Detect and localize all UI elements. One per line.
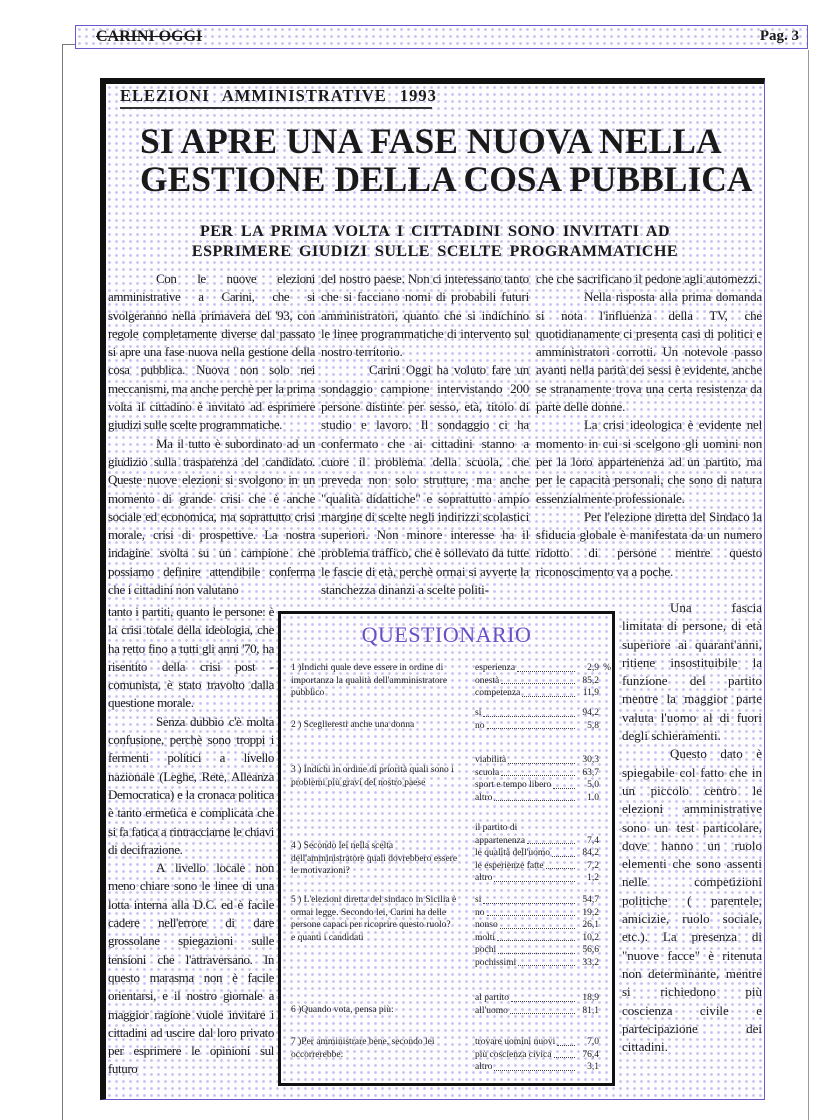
question-sublabel: e quanti i candidati bbox=[291, 932, 364, 943]
answer-label: altro bbox=[475, 1062, 493, 1072]
answer-row bbox=[475, 779, 611, 792]
answer-label: onestà bbox=[475, 675, 500, 686]
paragraph: tanto i partiti, quanto le persone: è la crisi totale della ideologia, che ha retto fino a tutti gli anni '70, ha risentito della crisi post - comunista, è stato travolto dalla questione morale. bbox=[108, 604, 274, 711]
percent-sign: % bbox=[603, 663, 611, 673]
question-text bbox=[291, 894, 461, 944]
page-frame-line bbox=[62, 44, 76, 45]
answer-row bbox=[475, 1061, 611, 1074]
answer-percentage: 26,1 bbox=[582, 920, 599, 930]
dotted-leader bbox=[494, 1070, 575, 1071]
answer-list bbox=[475, 754, 611, 804]
dotted-leader bbox=[517, 671, 575, 672]
answer-percentage: 81,1 bbox=[582, 1005, 599, 1016]
answer-row bbox=[475, 767, 611, 780]
question-text bbox=[291, 840, 461, 878]
paragraph: del nostro paese. Non ci interessano tanto che si facciano nomi di probabili futuri amministratori, quanto che si indichino le linee programmatiche di intervento sul nostro territorio. bbox=[321, 271, 529, 360]
answer-percentage: 5,8 bbox=[587, 720, 599, 731]
page-number: Pag. 3 bbox=[759, 28, 799, 44]
answer-label: scuola bbox=[475, 767, 500, 778]
questionnaire-box bbox=[278, 611, 615, 1086]
paragraph: Carini Oggi ha voluto fare un sondaggio campione intervistando 200 persone distinte per sesso, età, titolo di studio e lavoro. Il sondaggio ci ha confermato che ai cittadini stanno a cuore il problema della scuola, che preveda non solo strutture, ma anche "qualità didattiche" e soprattutto ampio margine di scelte negli indirizzi scolastici superiori. Non minore interesse ha il problema traffico, che è sollevato da tutte le fascie di età, perchè ormai si avverte la stanchezza dinanzi a scelte politi- bbox=[321, 362, 529, 598]
dotted-leader bbox=[498, 953, 575, 954]
answer-row bbox=[475, 707, 611, 720]
dotted-leader bbox=[522, 696, 575, 697]
question-label: 7 )Per amministrare bene, secondo lei occorrerebbe: bbox=[291, 1037, 435, 1060]
answer-percentage: 1,2 bbox=[587, 873, 599, 883]
answer-row bbox=[475, 792, 611, 805]
question-text bbox=[291, 719, 461, 732]
answer-row bbox=[475, 720, 611, 733]
answer-label: nonso bbox=[475, 920, 498, 930]
answer-row bbox=[475, 872, 611, 885]
answer-list bbox=[475, 1036, 611, 1074]
question-label: 6 )Quando vota, pensa più: bbox=[291, 1005, 394, 1015]
answer-percentage: 63,7 bbox=[582, 767, 599, 778]
paragraph: Una fascia limitata di persone, di età superiore ai quarant'anni, ritiene insostituibile la funzione del partito mentre la maggior parte valuta l'uomo al di fuori degli schieramenti. bbox=[622, 600, 762, 744]
dotted-leader bbox=[497, 940, 575, 941]
answer-label: molti bbox=[475, 932, 496, 943]
answer-percentage: 94,2 bbox=[582, 708, 599, 718]
answer-row bbox=[475, 1049, 611, 1062]
page-header bbox=[75, 25, 808, 49]
answer-label: il partito di bbox=[475, 823, 518, 833]
question-text bbox=[291, 1004, 461, 1017]
question-label: 2 ) Sceglieresti anche una donna bbox=[291, 720, 415, 730]
answer-percentage: 18,9 bbox=[582, 993, 599, 1003]
answer-label: viabilità bbox=[475, 755, 507, 765]
page-frame-line bbox=[62, 44, 63, 1120]
dotted-leader bbox=[501, 775, 575, 776]
answer-row bbox=[475, 944, 611, 957]
paragraph: Questo dato è spiegabile col fatto che in un piccolo centro le elezioni amministrative sono un test particolare, dove hanno un ruolo elementi che sono assenti nelle competizioni politiche ( parentele, amicizie, ruolo sociale, etc.). La presenza di "nuove facce" è ritenuta non determinante, mentre si richiedono più coscienza civile e partecipazione dei cittadini. bbox=[622, 746, 762, 1055]
dotted-leader bbox=[510, 1013, 575, 1014]
paragraph: A livello locale non meno chiare sono le linee di una lotta interna alla D.C. ed è facile cadere nell'errore di dare grossolane spiegazioni sulle tensioni che l'attraversano. In questo marasma non è facile orientarsi, e il nostro giornale a maggior ragione vuole invitare i cittadini ad uscire dal loro privato per esprimere le opinioni sul futuro bbox=[108, 860, 274, 1077]
answer-label: pochi bbox=[475, 945, 497, 955]
answer-percentage: 76,4 bbox=[582, 1049, 599, 1060]
dotted-leader bbox=[494, 881, 575, 882]
subtitle-line: PER LA PRIMA VOLTA I CITTADINI SONO INVITATI AD bbox=[199, 223, 671, 240]
answer-label: le esperienze fatte bbox=[475, 860, 544, 871]
answer-label: più coscienza civica bbox=[475, 1049, 552, 1060]
answer-percentage: 30,3 bbox=[582, 755, 599, 765]
answer-label: all'uomo bbox=[475, 1005, 508, 1016]
answer-label: si bbox=[475, 708, 482, 718]
answer-list bbox=[475, 662, 611, 700]
dotted-leader bbox=[546, 868, 575, 869]
answer-row bbox=[475, 957, 611, 970]
newspaper-name: CARINI OGGI bbox=[96, 28, 203, 45]
question-label: 1 )Indichi quale deve essere in ordine di importanza la qualità dell'amministratore pubblico bbox=[291, 663, 448, 698]
answer-row bbox=[475, 1005, 611, 1018]
answer-label: trovare uomini nuovi bbox=[475, 1037, 556, 1047]
dotted-leader bbox=[552, 856, 575, 857]
article-column-3-continued bbox=[622, 599, 762, 1056]
dotted-leader bbox=[508, 763, 575, 764]
question-label: 5 ) L'elezioni diretta del sindaco in Sicilia è ormai legge. Secondo lei, Carini ha delle persone capaci per ricoprire questo ruolo? bbox=[291, 895, 457, 930]
paragraph: Ma il tutto è subordinato ad un giudizio sulla trasparenza del candidato. Queste nuove elezioni si svolgono in un momento di grande crisi che è anche sociale ed economica, ma soprattutto crisi morale, crisi di prospettive. La nostra indagine svolta su un campione che possiamo definire attendibile conferma che i cittadini non valutano bbox=[108, 435, 315, 598]
answer-label: no bbox=[475, 907, 485, 918]
answer-label: appartenenza bbox=[475, 835, 526, 846]
answer-percentage: 2,9 bbox=[587, 663, 599, 673]
answer-percentage: 54,7 bbox=[582, 895, 599, 905]
section-heading: ELEZIONI AMMINISTRATIVE 1993 bbox=[120, 86, 432, 109]
answer-percentage: 19,2 bbox=[582, 907, 599, 918]
answer-percentage: 5,0 bbox=[587, 780, 599, 790]
answer-list bbox=[475, 707, 611, 732]
questionnaire-title: QUESTIONARIO bbox=[361, 622, 532, 647]
article-column-2 bbox=[321, 270, 529, 599]
title-line: GESTIONE DELLA COSA PUBBLICA bbox=[140, 159, 753, 199]
question-label: 4 ) Secondo lei nella scelta dell'amministratore quali dovrebbero essere le motivazioni? bbox=[291, 841, 458, 876]
paragraph: Senza dubbio c'è molta confusione, perchè sono troppi i fermenti politici a livello nazionale (Leghe, Rete, Alleanza Democratica) e la cronaca politica è tanto ermetica e complicata che si fa fatica a rintracciarne le chiavi di decifrazione. bbox=[108, 713, 274, 857]
dotted-leader bbox=[557, 1045, 575, 1046]
dotted-leader bbox=[483, 716, 575, 717]
dotted-leader bbox=[553, 788, 575, 789]
answer-percentage: 33,2 bbox=[582, 957, 599, 968]
article-title bbox=[140, 122, 760, 198]
paragraph: che che sacrificano il pedone agli automezzi. bbox=[536, 271, 761, 286]
paragraph: Con le nuove elezioni amministrative a Carini, che si svolgeranno nella primavera del '93, con regole completamente diverse dal passato si apre una fase nuova nella gestione della cosa pubblica. Nuova non solo nei meccanismi, ma anche perchè per la prima volta il cittadino è invitato ad esprimere giudizi sulle scelte programmatiche. bbox=[108, 271, 315, 433]
dotted-leader bbox=[500, 928, 575, 929]
answer-percentage: 7,4 bbox=[587, 835, 599, 846]
dotted-leader bbox=[494, 800, 575, 801]
question-text bbox=[291, 764, 461, 789]
answer-list bbox=[475, 992, 611, 1017]
answer-percentage: 1.0 bbox=[587, 792, 599, 803]
answer-label: al partito bbox=[475, 993, 510, 1003]
answer-percentage: 11,9 bbox=[582, 688, 599, 698]
answer-row bbox=[475, 992, 611, 1005]
title-line: SI APRE UNA FASE NUOVA NELLA bbox=[140, 121, 722, 161]
question-text bbox=[291, 662, 461, 700]
dotted-leader bbox=[527, 843, 575, 844]
answer-row bbox=[475, 847, 611, 860]
answer-percentage: 7,2 bbox=[587, 860, 599, 871]
subtitle-line: ESPRIMERE GIUDIZI SULLE SCELTE PROGRAMMATICHE bbox=[191, 243, 679, 260]
answer-row bbox=[475, 662, 611, 675]
answer-row bbox=[475, 675, 611, 688]
answer-row bbox=[475, 907, 611, 920]
article-column-1-continued bbox=[108, 603, 274, 1079]
paragraph: La crisi ideologica è evidente nel momento in cui si scelgono gli uomini non per la loro appartenenza ad un partito, ma per le capacità personali, che sono di natura essenzialmente professionale. bbox=[536, 417, 762, 506]
dotted-leader bbox=[501, 683, 575, 684]
answer-label: altro bbox=[475, 873, 493, 883]
answer-label: esperienza bbox=[475, 663, 516, 673]
paragraph: Per l'elezione diretta del Sindaco la sfiducia globale è manifestata da un numero ridotto di persone mentre questo riconoscimento va a poche. bbox=[536, 508, 762, 579]
dotted-leader bbox=[483, 903, 575, 904]
answer-row bbox=[475, 1036, 611, 1049]
page-frame-line bbox=[808, 50, 809, 1120]
answer-list bbox=[475, 894, 611, 969]
answer-percentage: 3,1 bbox=[587, 1062, 599, 1072]
answer-row bbox=[475, 835, 611, 848]
paragraph: Nella risposta alla prima domanda si nota l'influenza della TV, che quotidianamente ci presenta casi di politici e amministratori corrotti. Un notevole passo avanti nella parità dei sessi è evidente, anche se stranamente trova una certa resistenza da parte delle donne. bbox=[536, 289, 762, 415]
answer-row bbox=[475, 932, 611, 945]
question-label: 3 ) Indichi in ordine di priorità quali sono i problemi più gravi del nostro paese bbox=[291, 765, 454, 788]
answer-row bbox=[475, 822, 611, 835]
article-column-3 bbox=[536, 270, 762, 581]
answer-row bbox=[475, 860, 611, 873]
dotted-leader bbox=[487, 915, 576, 916]
dotted-leader bbox=[511, 1001, 575, 1002]
answer-label: competenza bbox=[475, 688, 521, 698]
dotted-leader bbox=[554, 1057, 576, 1058]
dotted-leader bbox=[487, 728, 576, 729]
dotted-leader bbox=[518, 965, 575, 966]
answer-label: pochissimi bbox=[475, 957, 517, 968]
answer-list bbox=[475, 822, 611, 885]
answer-label: no bbox=[475, 720, 485, 731]
answer-percentage: 56,6 bbox=[582, 945, 599, 955]
question-text bbox=[291, 1036, 461, 1061]
answer-percentage: 7,0 bbox=[587, 1037, 599, 1047]
answer-label: altro bbox=[475, 792, 493, 803]
answer-percentage: 85,2 bbox=[582, 675, 599, 686]
answer-row bbox=[475, 894, 611, 907]
answer-row bbox=[475, 754, 611, 767]
answer-label: sport e tempo libero bbox=[475, 780, 552, 790]
answer-label: si bbox=[475, 895, 482, 905]
answer-row bbox=[475, 687, 611, 700]
article-subtitle bbox=[140, 222, 730, 262]
answer-row bbox=[475, 919, 611, 932]
article-column-1 bbox=[108, 270, 315, 599]
answer-label: le qualità dell'uomo bbox=[475, 848, 551, 858]
answer-percentage: 10,2 bbox=[582, 932, 599, 943]
answer-percentage: 84,2 bbox=[582, 848, 599, 858]
